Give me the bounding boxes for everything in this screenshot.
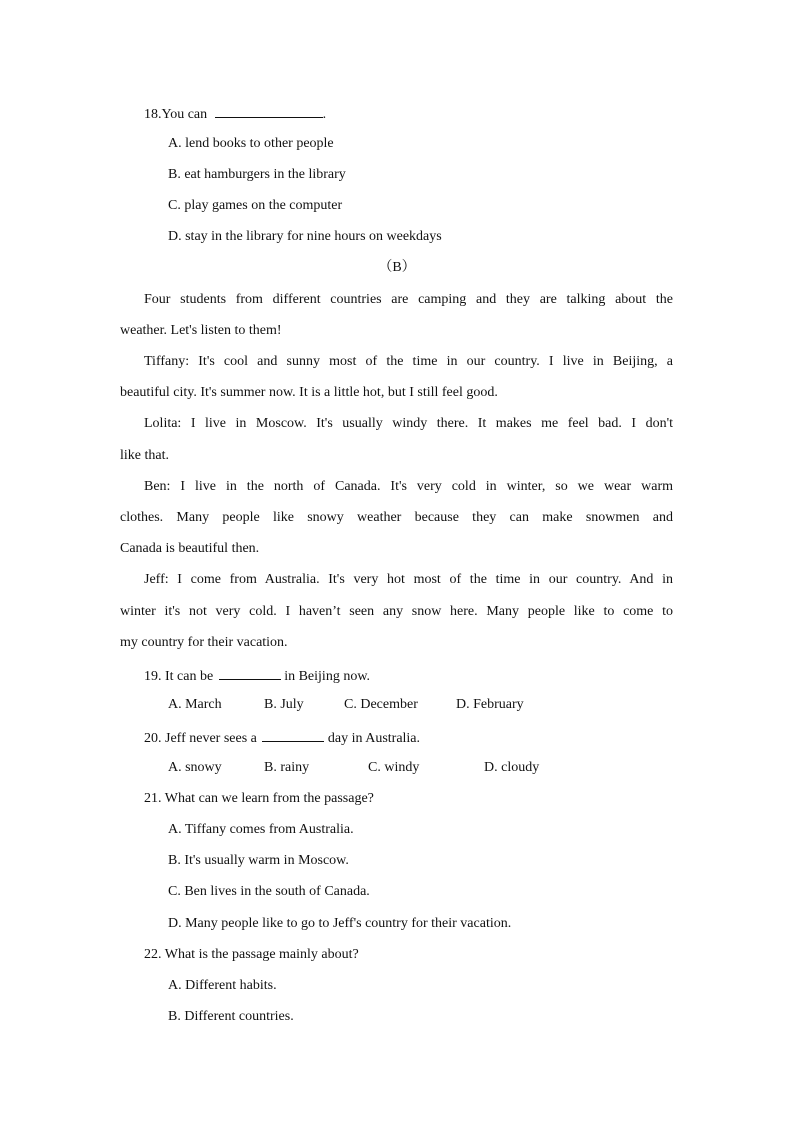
q21-option-b: B. It's usually warm in Moscow.: [168, 853, 349, 868]
q19-stem-prefix: 19. It can be: [144, 669, 214, 684]
q19-option-c: C. December: [344, 697, 418, 712]
q20-option-c: C. windy: [368, 760, 420, 775]
passage-intro-line-1: Four students from different countries are camping and they are talking about the: [144, 292, 673, 307]
q19-option-a: A. March: [168, 697, 222, 712]
q18-option-c: C. play games on the computer: [168, 198, 343, 213]
q20-option-a: A. snowy: [168, 760, 222, 775]
q21-option-d: D. Many people like to go to Jeff's country for their vacation.: [168, 916, 512, 931]
q20-option-d: D. cloudy: [484, 760, 540, 775]
q21-option-c: C. Ben lives in the south of Canada.: [168, 884, 370, 899]
passage-tiffany-line-2: beautiful city. It's summer now. It is a little hot, but I still feel good.: [120, 385, 498, 400]
q20-option-b: B. rainy: [264, 760, 310, 775]
q18-option-b: B. eat hamburgers in the library: [168, 167, 346, 182]
passage-ben-line-3: Canada is beautiful then.: [120, 541, 260, 556]
q22-stem: 22. What is the passage mainly about?: [144, 947, 359, 962]
q20-options: [0, 759, 794, 777]
q19-option-b: B. July: [264, 697, 304, 712]
passage-ben-line-2: clothes. Many people like snowy weather because they can make snowmen and: [120, 510, 673, 525]
q20-answer-blank[interactable]: [262, 727, 324, 742]
q19-stem: [144, 665, 370, 686]
q21-stem: 21. What can we learn from the passage?: [144, 791, 374, 806]
passage-jeff-line-2: winter it's not very cold. I haven’t seen any snow here. Many people like to come to: [120, 604, 673, 619]
q18-stem-prefix: 18.You can: [144, 107, 208, 122]
passage-jeff-line-3: my country for their vacation.: [120, 635, 288, 650]
passage-jeff-line-1: Jeff: I come from Australia. It's very hot most of the time in our country. And in: [144, 572, 673, 587]
q18-option-a: A. lend books to other people: [168, 136, 334, 151]
passage-ben-line-1: Ben: I live in the north of Canada. It's very cold in winter, so we wear warm: [144, 479, 673, 494]
q18-option-d: D. stay in the library for nine hours on weekdays: [168, 229, 442, 244]
q18-answer-blank[interactable]: [215, 103, 323, 118]
q20-stem: [144, 727, 420, 748]
q19-stem-suffix: in Beijing now.: [284, 669, 371, 684]
passage-lolita-line-2: like that.: [120, 448, 169, 463]
q19-answer-blank[interactable]: [219, 665, 281, 680]
q21-option-a: A. Tiffany comes from Australia.: [168, 822, 354, 837]
passage-lolita-line-1: Lolita: I live in Moscow. It's usually windy there. It makes me feel bad. I don't: [144, 416, 673, 431]
passage-intro-line-2: weather. Let's listen to them!: [120, 323, 282, 338]
q18-stem-suffix: .: [322, 107, 327, 122]
q22-option-a: A. Different habits.: [168, 978, 277, 993]
q20-stem-suffix: day in Australia.: [327, 731, 421, 746]
q19-options: [0, 696, 794, 714]
q20-stem-prefix: 20. Jeff never sees a: [144, 731, 257, 746]
q18-stem: [144, 103, 326, 124]
passage-tiffany-line-1: Tiffany: It's cool and sunny most of the time in our country. I live in Beijing, a: [144, 354, 673, 369]
q19-option-d: D. February: [456, 697, 524, 712]
section-b-title: （B）: [378, 260, 416, 275]
q22-option-b: B. Different countries.: [168, 1009, 294, 1024]
